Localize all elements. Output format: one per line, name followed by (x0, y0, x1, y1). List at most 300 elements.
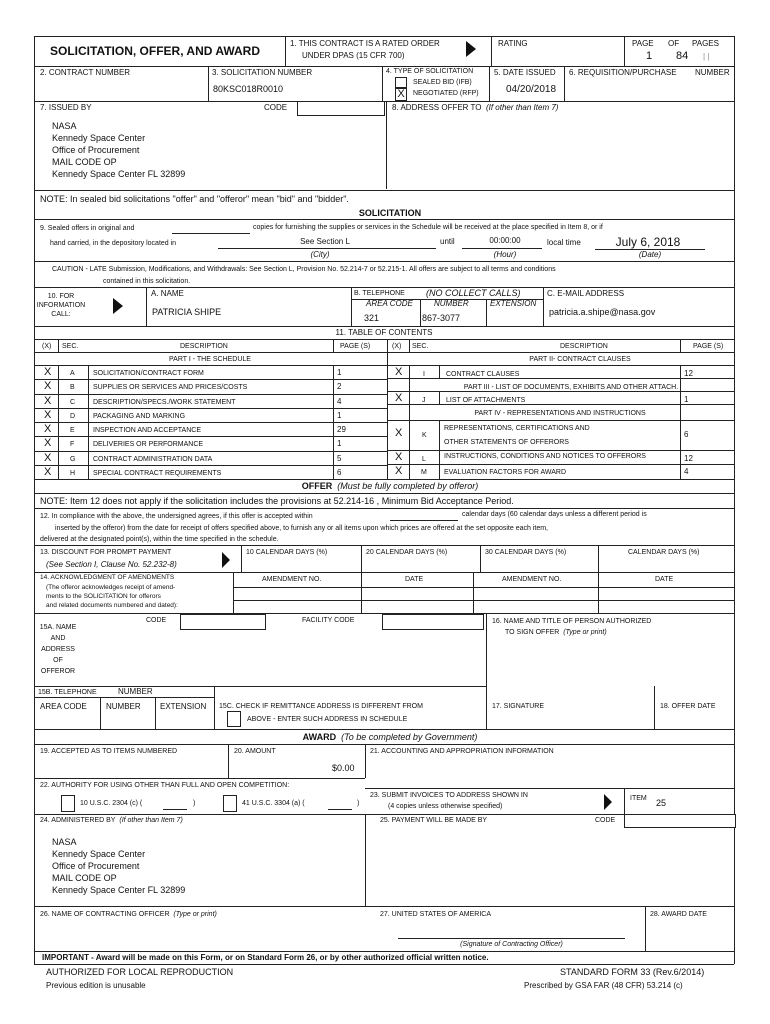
toc-part-heading: PART I - THE SCHEDULE (169, 356, 251, 363)
divider (680, 339, 681, 352)
authority-label: 22. AUTHORITY FOR USING OTHER THAN FULL AND OPEN COMPETITION: (40, 782, 290, 789)
arrow-right-icon (113, 298, 123, 314)
amendment-no-header: AMENDMENT NO. (262, 576, 322, 583)
toc-page: 1 (337, 439, 342, 448)
divider (680, 365, 681, 479)
date-issued-label: 5. DATE ISSUED (494, 68, 556, 77)
divider (473, 572, 474, 613)
toc-x-mark[interactable]: X (395, 427, 403, 439)
divider (439, 365, 440, 378)
prescribed-by: Prescribed by GSA FAR (48 CFR) 53.214 (c) (524, 981, 683, 990)
toc-sec: D (70, 413, 76, 420)
divider (624, 788, 625, 814)
toc-part-heading: PART II- CONTRACT CLAUSES (529, 356, 631, 363)
payment-label: 25. PAYMENT WILL BE MADE BY (380, 817, 488, 824)
previous-edition: Previous edition is unusable (46, 981, 146, 990)
arrow-right-icon (604, 794, 612, 810)
united-states-label: 27. UNITED STATES OF AMERICA (380, 911, 491, 918)
divider (208, 66, 209, 101)
contracting-officer-note: (Type or print) (173, 911, 217, 918)
no-collect-calls: (NO COLLECT CALLS) (426, 288, 521, 298)
important-notice: IMPORTANT - Award will be made on this Form, or on Standard Form 26, or by other authorized official written notice. (42, 953, 489, 962)
divider (543, 287, 544, 326)
underline (218, 248, 436, 249)
issued-code-label: CODE (264, 103, 288, 112)
amendments-label: 14. ACKNOWLEDGMENT OF AMENDMENTS (40, 574, 175, 581)
accounting-label: 21. ACCOUNTING AND APPROPRIATION INFORMATION (370, 748, 554, 755)
offeror-code-label: CODE (146, 617, 167, 624)
address-offer-to: 8. ADDRESS OFFER TO (392, 103, 482, 112)
negotiated-checkbox[interactable]: X (395, 88, 407, 101)
divider (645, 906, 646, 951)
divider (34, 219, 734, 220)
divider (34, 261, 734, 262)
divider (34, 508, 734, 509)
award-heading (230, 733, 550, 742)
toc-x-mark[interactable]: X (395, 465, 403, 477)
contracting-officer-label (40, 911, 217, 918)
info-call-label: INFORMATION (36, 302, 86, 309)
border-top (34, 36, 734, 37)
toc-sec: E (70, 427, 75, 434)
address-offer-label (392, 104, 558, 112)
sealed-bid-checkbox[interactable] (395, 77, 407, 88)
phone-number-label: NUMBER (434, 299, 469, 308)
authorized-person-label: 16. NAME AND TITLE OF PERSON AUTHORIZED (492, 618, 652, 625)
toc-page: 1 (337, 368, 342, 377)
divider (34, 66, 734, 67)
admin-line: NASA (52, 837, 77, 847)
until-label: until (440, 237, 455, 246)
underline (163, 809, 187, 810)
divider (351, 287, 352, 326)
divider (34, 287, 734, 288)
contact-name-label: A. NAME (151, 289, 184, 298)
divider (439, 391, 440, 404)
toc-x-mark[interactable]: X (395, 451, 403, 463)
amendments-note: ments to the SOLICITATION for offerors (46, 593, 161, 600)
usc-41-close: ) (357, 800, 360, 807)
submit-invoices-note: (4 copies unless otherwise specified) (388, 803, 503, 810)
pages-number: 84 (676, 50, 689, 62)
divider (387, 391, 734, 392)
toc-page: 6 (684, 430, 689, 439)
amendment-no-header: AMENDMENT NO. (502, 576, 562, 583)
toc-title: 11. TABLE OF CONTENTS (335, 328, 433, 337)
divider (387, 378, 734, 379)
toc-page-header: PAGE (S) (340, 343, 371, 350)
sign-offer-note: (Type or print) (563, 629, 607, 636)
divider (34, 422, 387, 423)
accepted-items-label: 19. ACCEPTED AS TO ITEMS NUMBERED (40, 748, 178, 755)
due-time[interactable]: 00:00:00 (489, 236, 521, 245)
divider (34, 729, 734, 730)
divider (34, 906, 734, 907)
contact-name[interactable]: PATRICIA SHIPE (152, 307, 222, 317)
offer-date-label: 18. OFFER DATE (660, 703, 716, 710)
page-label: PAGE (632, 39, 654, 48)
toc-page: 1 (337, 411, 342, 420)
toc-x-mark[interactable]: X (44, 437, 52, 449)
issued-line: Kennedy Space Center FL 32899 (52, 169, 186, 179)
toc-sec: H (70, 470, 76, 477)
divider (34, 697, 214, 698)
divider (34, 339, 734, 340)
depository-location[interactable]: See Section L (300, 237, 350, 246)
discount-note: (See Section I, Clause No. 52.232-8) (46, 560, 177, 569)
rated-order-text: 1. THIS CONTRACT IS A RATED ORDER (290, 39, 440, 48)
solicitation-number[interactable]: 80KSC018R0010 (213, 84, 284, 94)
toc-sec: G (70, 456, 76, 463)
divider (34, 479, 734, 480)
toc-x-mark[interactable]: X (44, 466, 52, 478)
divider (58, 339, 59, 352)
offeror-area-code: AREA CODE (40, 702, 87, 711)
email-address[interactable]: patricia.a.shipe@nasa.gov (549, 307, 656, 317)
payment-code-label: CODE (595, 817, 616, 824)
authorized-reproduction: AUTHORIZED FOR LOCAL REPRODUCTION (46, 967, 234, 977)
pages-label: PAGES (692, 39, 719, 48)
standard-form: STANDARD FORM 33 (Rev.6/2014) (560, 967, 705, 977)
divider (34, 465, 387, 466)
toc-x-mark[interactable]: X (44, 395, 52, 407)
toc-x-header: (X) (392, 343, 402, 350)
date-caption: (Date) (638, 250, 662, 259)
divider (624, 36, 625, 66)
divider (233, 587, 734, 588)
toc-sec: I (423, 371, 425, 378)
usc-41-label: 41 U.S.C. 3304 (a) ( (242, 800, 305, 807)
toc-sec: B (70, 384, 75, 391)
award-date-label: 28. AWARD DATE (650, 911, 707, 918)
divider (361, 545, 362, 572)
toc-x-mark[interactable]: X (395, 366, 403, 378)
divider (34, 778, 365, 779)
toc-desc: INSPECTION AND ACCEPTANCE (93, 427, 202, 434)
amendments-note: and related documents numbered and dated): (46, 602, 178, 609)
caution-text: CAUTION - LATE Submission, Modifications, and Withdrawals: See Section L, Provision No. 52.214-7 or 52.215-1. All offers are subject to all terms and conditions (52, 266, 556, 273)
toc-x-mark[interactable]: X (44, 423, 52, 435)
border-left (34, 36, 35, 964)
award-amount[interactable]: $0.00 (332, 763, 355, 773)
contract-number-label: 2. CONTRACT NUMBER (40, 68, 131, 77)
telephone-label: B. TELEPHONE (354, 290, 405, 297)
divider (34, 408, 387, 409)
toc-desc: INSTRUCTIONS, CONDITIONS AND NOTICES TO OFFERORS (444, 453, 646, 460)
item12-text-2: inserted by the offeror) from the date for receipt of offers specified above, to furnish any or all items upon which prices are offered at the set opposite each item, (55, 525, 548, 532)
offeror-label: 15A. NAME (39, 624, 77, 631)
discount-30-days: 30 CALENDAR DAYS (%) (485, 549, 567, 556)
admin-line: Kennedy Space Center FL 32899 (52, 885, 186, 895)
toc-sec: J (422, 397, 426, 404)
arrow-right-icon (222, 552, 230, 568)
of-label: OF (668, 39, 680, 48)
toc-page: 29 (337, 425, 346, 434)
due-date[interactable]: July 6, 2018 (615, 235, 681, 249)
divider (489, 66, 490, 101)
signature-label: 17. SIGNATURE (492, 703, 544, 710)
toc-desc: CONTRACT ADMINISTRATION DATA (93, 456, 213, 463)
divider (285, 36, 286, 66)
issued-by-label: 7. ISSUED BY (40, 103, 92, 112)
offeror-label: AND (50, 635, 66, 642)
caution-text-2: contained in this solicitation. (103, 278, 191, 285)
date-issued[interactable]: 04/20/2018 (506, 84, 557, 95)
solicitation-number-label: 3. SOLICITATION NUMBER (212, 68, 313, 77)
divider (34, 326, 734, 327)
dpas-text: UNDER DPAS (15 CFR 700) (302, 51, 405, 60)
area-code-label: AREA CODE (366, 299, 413, 308)
divider (34, 190, 734, 191)
divider (486, 613, 487, 686)
usc-10-checkbox[interactable] (61, 795, 75, 812)
facility-code-label: FACILITY CODE (302, 617, 355, 624)
amendment-date-header: DATE (655, 576, 674, 583)
offeror-label: OF (53, 657, 63, 664)
divider (387, 404, 734, 405)
amount-label: 20. AMOUNT (234, 748, 276, 755)
remittance-checkbox[interactable] (227, 711, 241, 727)
admin-line: Office of Procurement (52, 861, 140, 871)
administered-label (40, 817, 183, 824)
item12-text-b: calendar days (60 calendar days unless a different period is (462, 511, 647, 518)
pages-separator: | | (703, 52, 710, 61)
divider (420, 299, 421, 326)
page-number: 1 (646, 50, 653, 62)
divider (333, 339, 334, 352)
divider (228, 744, 229, 778)
divider (100, 697, 101, 729)
offer-note-text: NOTE: Item 12 does not apply if the solicitation includes the provisions at 52.214-16 , Minimum Bid Acceptance Period. (40, 496, 514, 506)
toc-page: 5 (337, 454, 342, 463)
phone-area-code[interactable]: 321 (364, 313, 380, 323)
divider (386, 101, 387, 189)
invoice-item-label: ITEM (630, 795, 647, 802)
divider (233, 572, 234, 613)
toc-desc: CONTRACT CLAUSES (446, 371, 520, 378)
divider (409, 365, 410, 479)
underline (462, 248, 542, 249)
offeror-number: NUMBER (106, 702, 141, 711)
divider (486, 299, 487, 326)
divider (365, 814, 366, 906)
toc-desc: DESCRIPTION/SPECS./WORK STATEMENT (93, 399, 236, 406)
copies-field[interactable] (172, 233, 250, 234)
toc-x-mark[interactable]: X (395, 392, 403, 404)
hour-caption: (Hour) (493, 250, 517, 259)
award-note: (To be completed by Government) (341, 732, 478, 742)
toc-page: 6 (337, 468, 342, 477)
issued-line: MAIL CODE OP (52, 157, 117, 167)
invoice-item-number: 25 (656, 798, 667, 808)
toc-desc: SUPPLIES OR SERVICES AND PRICES/COSTS (93, 384, 248, 391)
toc-desc: LIST OF ATTACHMENTS (446, 397, 526, 404)
telephone-label: 15B. TELEPHONE (38, 689, 97, 696)
toc-x-mark[interactable]: X (44, 366, 52, 378)
issued-line: Office of Procurement (52, 145, 140, 155)
toc-x-header: (X) (42, 343, 52, 350)
toc-sec: M (421, 469, 427, 476)
toc-desc: PACKAGING AND MARKING (93, 413, 186, 420)
toc-page: 4 (684, 467, 689, 476)
offeror-label: ADDRESS (41, 646, 75, 653)
divider (34, 436, 387, 437)
extension-label: EXTENSION (490, 299, 537, 308)
amendment-date-header: DATE (405, 576, 424, 583)
toc-part-heading: PART IV - REPRESENTATIONS AND INSTRUCTIONS (474, 410, 646, 417)
underline (328, 809, 352, 810)
divider (361, 572, 362, 613)
offeror-label: OFFEROR (40, 668, 76, 675)
offer-title: OFFER (301, 481, 333, 491)
toc-page: 4 (337, 397, 342, 406)
toc-desc: SPECIAL CONTRACT REQUIREMENTS (93, 470, 222, 477)
divider (365, 788, 734, 789)
toc-page: 12 (684, 369, 693, 378)
item9-hand-carried: hand carried, in the depository located in (50, 240, 177, 247)
divider (34, 451, 387, 452)
toc-sec: K (422, 432, 427, 439)
toc-page: 1 (684, 395, 689, 404)
email-label: C. E-MAIL ADDRESS (547, 289, 625, 298)
solicitation-heading: SOLICITATION (358, 208, 422, 218)
divider (365, 744, 366, 778)
toc-desc: EVALUATION FACTORS FOR AWARD (444, 469, 566, 476)
divider (387, 339, 388, 479)
telephone-number-label: NUMBER (118, 687, 153, 696)
solicitation-type-label: 4. TYPE OF SOLICITATION (386, 68, 474, 75)
divider (34, 744, 734, 745)
toc-sec-header: SEC. (412, 343, 429, 350)
toc-page: 12 (684, 454, 693, 463)
issued-line: Kennedy Space Center (52, 133, 146, 143)
divider (387, 420, 734, 421)
offer-note: (Must be fully completed by offeror) (337, 481, 479, 491)
divider (387, 464, 734, 465)
negotiated-label: NEGOTIATED (RFP) (413, 90, 479, 97)
admin-line: MAIL CODE OP (52, 873, 117, 883)
divider (34, 365, 734, 366)
divider (214, 686, 215, 729)
divider (34, 352, 734, 353)
divider (34, 951, 734, 952)
toc-part-heading: PART III - LIST OF DOCUMENTS, EXHIBITS AND OTHER ATTACH. (463, 384, 679, 391)
requisition-label: 6. REQUISITION/PURCHASE (569, 68, 677, 77)
award-title: AWARD (302, 732, 337, 742)
divider (598, 572, 599, 613)
sealed-bid-label: SEALED BID (IFB) (413, 79, 472, 86)
border-bottom (34, 964, 734, 965)
remittance-label: 15C. CHECK IF REMITTANCE ADDRESS IS DIFFERENT FROM (219, 703, 423, 710)
toc-sec: A (70, 370, 75, 377)
administered-note: (If other than Item 7) (119, 817, 183, 824)
toc-desc: REPRESENTATIONS, CERTIFICATIONS AND (444, 425, 590, 432)
item9-text: 9. Sealed offers in original and (40, 225, 135, 232)
discount-days: CALENDAR DAYS (%) (628, 549, 700, 556)
contracting-officer-name: 26. NAME OF CONTRACTING OFFICER (40, 911, 170, 918)
divider (564, 66, 565, 101)
divider (486, 686, 487, 729)
usc-41-checkbox[interactable] (223, 795, 237, 812)
note-offer-bid: NOTE: In sealed bid solicitations "offer" and "offeror" mean "bid" and "bidder". (40, 194, 349, 204)
toc-desc: OTHER STATEMENTS OF OFFERORS (444, 439, 569, 446)
item12-text-3: delivered at the designated point(s), within the time specified in the schedule. (40, 536, 279, 543)
item9-text-b: copies for furnishing the supplies or services in the Schedule will be received at the place specified in Item 8, or if (253, 224, 603, 231)
city-caption: (City) (310, 250, 330, 259)
offer-heading (230, 482, 550, 491)
phone-number[interactable]: 867-3077 (422, 313, 461, 323)
discount-20-days: 20 CALENDAR DAYS (%) (366, 549, 448, 556)
signature-caption: (Signature of Contracting Officer) (460, 941, 563, 948)
toc-sec: F (70, 441, 75, 448)
divider (34, 379, 387, 380)
toc-sec: L (422, 456, 426, 463)
discount-label: 13. DISCOUNT FOR PROMPT PAYMENT (40, 549, 172, 556)
info-call-label: CALL: (51, 311, 71, 318)
payment-code-field[interactable] (624, 814, 736, 828)
divider (382, 66, 383, 101)
usc-10-close: ) (193, 800, 196, 807)
sign-offer-text: TO SIGN OFFER (505, 629, 560, 636)
signature-line[interactable] (398, 938, 625, 939)
divider (480, 545, 481, 572)
divider (654, 686, 655, 729)
divider (351, 299, 543, 300)
calendar-days-field[interactable] (390, 520, 458, 521)
toc-desc: DELIVERIES OR PERFORMANCE (93, 441, 204, 448)
local-time-label: local time (547, 238, 581, 247)
sign-offer-label (505, 629, 607, 636)
divider (409, 339, 410, 352)
issued-code-field[interactable] (297, 101, 385, 116)
toc-sec: C (70, 399, 76, 406)
divider (233, 600, 734, 601)
item12-text: 12. In compliance with the above, the undersigned agrees, if this offer is accepted within (40, 513, 313, 520)
submit-invoices-label: 23. SUBMIT INVOICES TO ADDRESS SHOWN IN (370, 792, 528, 799)
toc-x-mark[interactable]: X (44, 409, 52, 421)
divider (387, 450, 734, 451)
rating-label: RATING (498, 39, 528, 48)
divider (146, 287, 147, 326)
issued-line: NASA (52, 121, 77, 131)
offeror-code-field[interactable] (180, 614, 266, 630)
info-call-label: 10. FOR (47, 293, 75, 300)
divider (155, 697, 156, 729)
toc-sec-header: SEC. (62, 343, 79, 350)
toc-page-header: PAGE (S) (693, 343, 724, 350)
usc-10-label: 10 U.S.C. 2304 (c) ( (80, 800, 143, 807)
address-offer-note: (If other than Item 7) (485, 103, 559, 112)
offeror-extension: EXTENSION (160, 702, 207, 711)
requisition-number-label: NUMBER (695, 68, 730, 77)
facility-code-field[interactable] (382, 614, 484, 630)
divider (598, 545, 599, 572)
divider (34, 493, 734, 494)
arrow-right-icon (466, 41, 476, 57)
toc-x-mark[interactable]: X (44, 380, 52, 392)
admin-line: Kennedy Space Center (52, 849, 146, 859)
discount-10-days: 10 CALENDAR DAYS (%) (246, 549, 328, 556)
divider (241, 545, 242, 572)
toc-desc-header: DESCRIPTION (560, 343, 608, 350)
remittance-note: ABOVE - ENTER SUCH ADDRESS IN SCHEDULE (247, 716, 408, 723)
amendments-note: (The offeror acknowledges receipt of amend- (46, 584, 176, 591)
toc-page: 2 (337, 382, 342, 391)
toc-x-mark[interactable]: X (44, 452, 52, 464)
divider (491, 36, 492, 66)
divider (34, 545, 734, 546)
divider (34, 572, 734, 573)
